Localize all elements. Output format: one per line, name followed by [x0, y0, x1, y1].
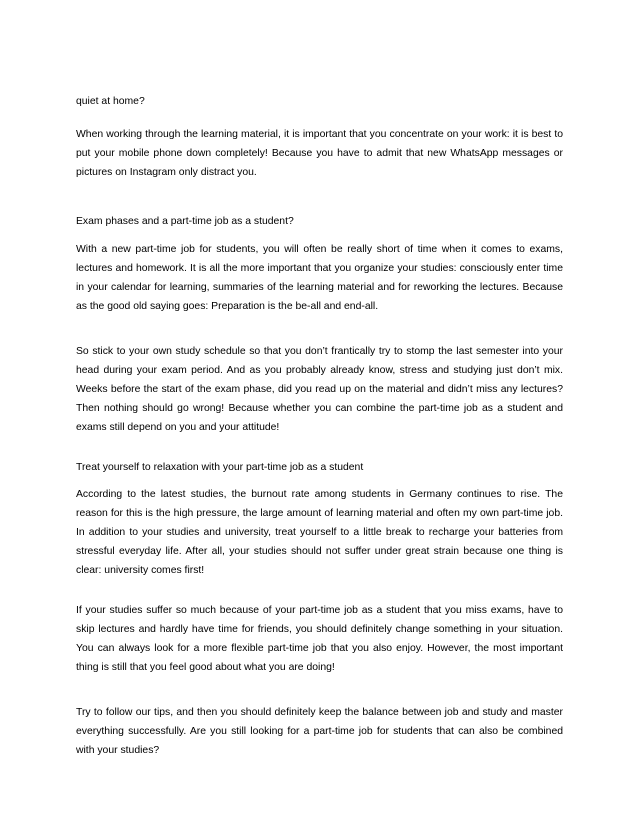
section-heading-exam-phases: Exam phases and a part-time job as a student? [76, 216, 294, 227]
paragraph-conclusion: Try to follow our tips, and then you should definitely keep the balance between job and study and master everything successfully. Are you still looking for a part-time job for students that can also be combined with your studies? [76, 707, 563, 756]
paragraph-intro-fragment: quiet at home? [76, 96, 145, 107]
paragraph-burnout: According to the latest studies, the burnout rate among students in Germany continues to rise. The reason for this is the high pressure, the large amount of learning material and often my own part-time job. In addition to your studies and university, treat yourself to a little break to recharge your batteries from stressful everyday life. After all, your studies should not suffer under great strain because one thing is clear: university comes first! [76, 489, 563, 576]
paragraph-studies-suffer: If your studies suffer so much because of your part-time job as a student that you miss exams, have to skip lectures and hardly have time for friends, you should definitely change something in your situation. You can always look for a more flexible part-time job that you also enjoy. However, the most important thing is still that you feel good about what you are doing! [76, 605, 563, 673]
section-heading-relaxation: Treat yourself to relaxation with your part-time job as a student [76, 462, 364, 473]
paragraph-short-of-time: With a new part-time job for students, you will often be really short of time when it comes to exams, lectures and homework. It is all the more important that you organize your studies: consciously enter time in your calendar for learning, summaries of the learning material and for reworking the lectures. Because as the good old saying goes: Preparation is the be-all and end-all. [76, 244, 563, 312]
paragraph-concentration: When working through the learning material, it is important that you concentrate on your work: it is best to put your mobile phone down completely! Because you have to admit that new WhatsApp messages or pictures on Instagram only distract you. [76, 129, 563, 178]
paragraph-study-schedule: So stick to your own study schedule so that you don’t frantically try to stomp the last semester into your head during your exam period. And as you probably already know, stress and studying just don’t mix. Weeks before the start of the exam phase, did you read up on the material and didn’t miss any lectures? Then nothing should go wrong! Because whether you can combine the part-time job as a student and exams still depend on you and your attitude! [76, 346, 563, 433]
